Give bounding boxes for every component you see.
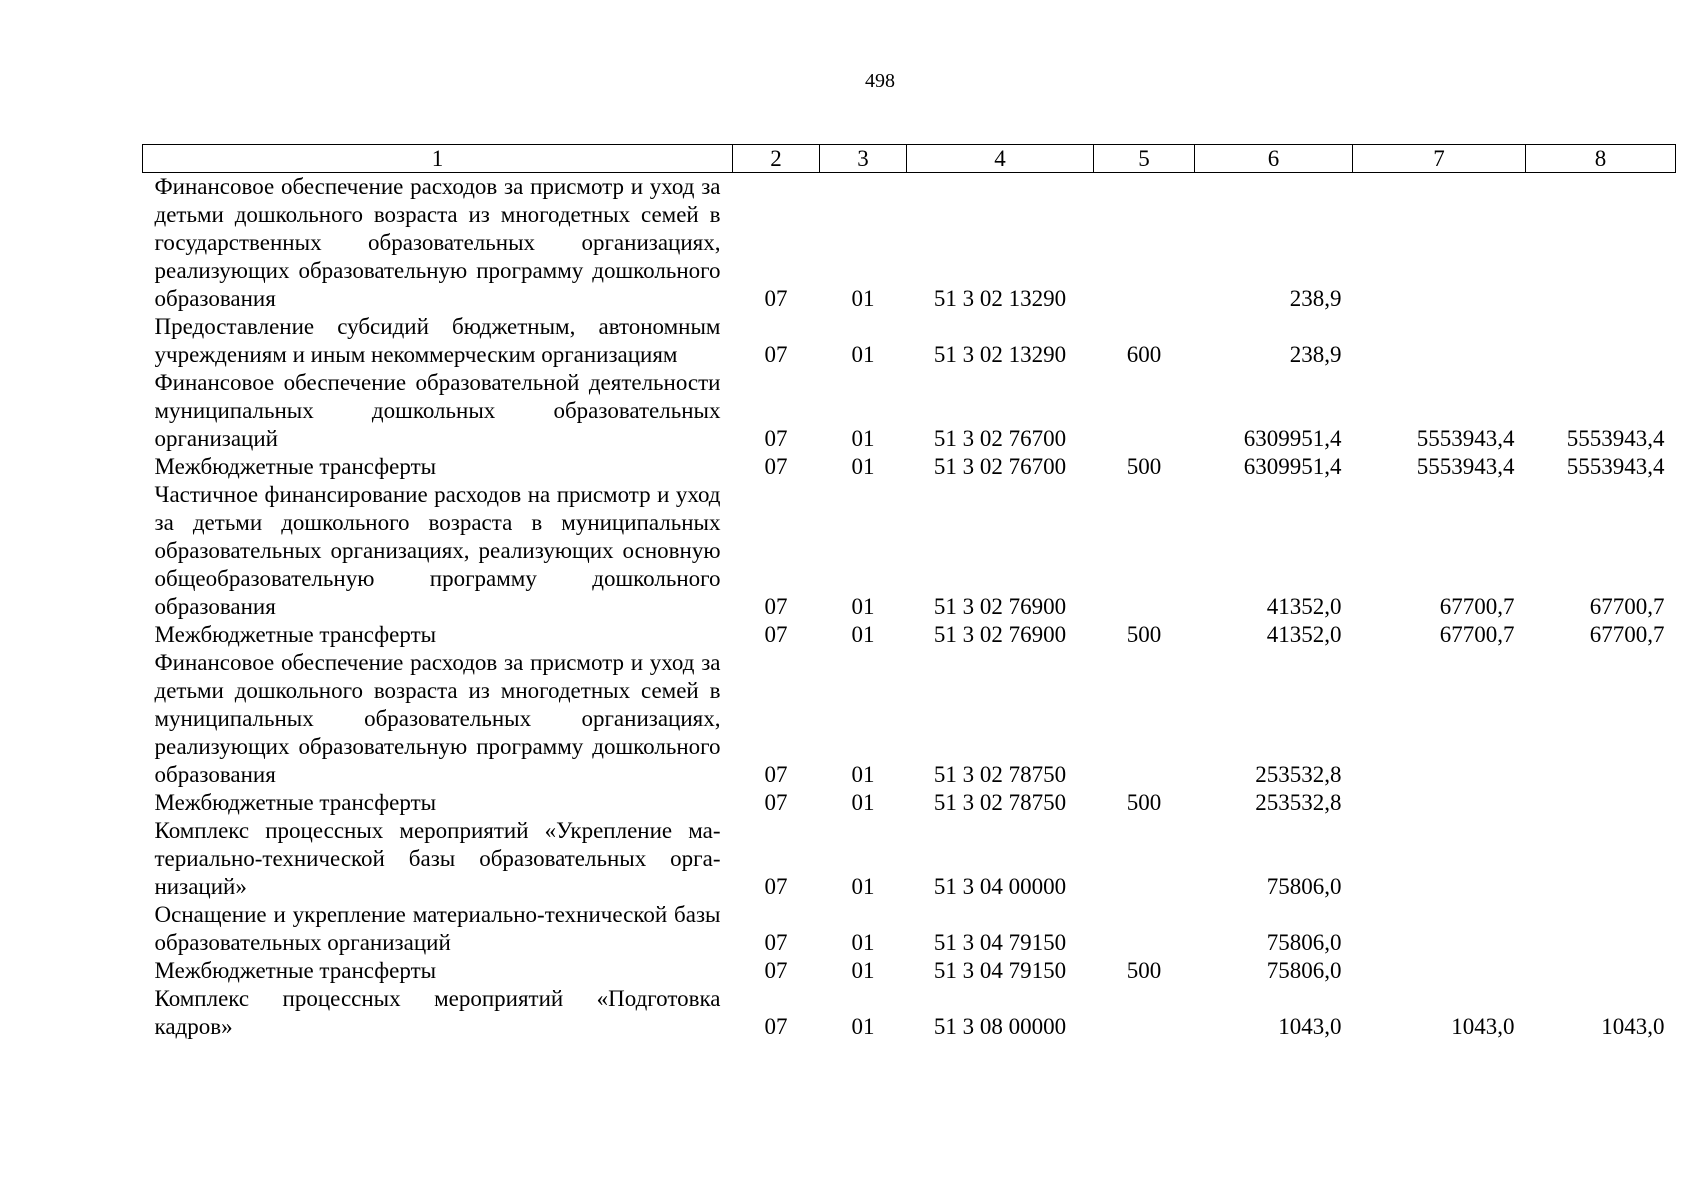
header-row <box>143 145 1676 173</box>
amount-year-3 <box>1526 901 1676 957</box>
amount-year-1: 6309951,4 <box>1243 426 1342 451</box>
amount-year-3: 67700,7 <box>1589 622 1665 647</box>
subsection-code: 01 <box>851 1014 875 1039</box>
target-article-code: 51 3 08 00000 <box>933 1014 1067 1039</box>
subsection-code: 01 <box>851 594 875 619</box>
table-row <box>143 481 1676 621</box>
section-code: 07 <box>764 762 788 787</box>
table-row <box>143 901 1676 957</box>
item-name: Межбюджетные трансферты <box>154 790 437 815</box>
amount-year-2: 5553943,4 <box>1416 426 1515 451</box>
subsection-code: 01 <box>851 286 875 311</box>
item-name: Финансовое обеспечение расходов за присмотр и уход за детьми дошкольного возраста из многодетных семей в государственных образовательных организациях, реализующих образовательную программу дошкольного образования <box>154 174 721 311</box>
amount-year-3 <box>1526 649 1676 789</box>
section-code: 07 <box>764 622 788 647</box>
table-row <box>143 817 1676 901</box>
section-code: 07 <box>764 930 788 955</box>
amount-year-3 <box>1526 817 1676 901</box>
budget-table <box>142 144 1676 1041</box>
table-row <box>143 621 1676 649</box>
amount-year-1: 238,9 <box>1289 342 1342 367</box>
section-code: 07 <box>764 1014 788 1039</box>
amount-year-2 <box>1353 789 1526 817</box>
amount-year-2: 5553943,4 <box>1416 454 1515 479</box>
item-name: Межбюджетные трансферты <box>154 454 437 479</box>
subsection-code: 01 <box>851 874 875 899</box>
amount-year-3 <box>1526 313 1676 369</box>
amount-year-3: 5553943,4 <box>1566 426 1665 451</box>
expense-type-code <box>1094 649 1195 789</box>
subsection-code: 01 <box>851 790 875 815</box>
expense-type-code: 500 <box>1126 454 1162 479</box>
expense-type-code: 600 <box>1126 342 1162 367</box>
column-header-2: 2 <box>733 145 820 173</box>
target-article-code: 51 3 04 79150 <box>933 958 1067 983</box>
amount-year-1: 253532,8 <box>1255 790 1342 815</box>
page-number: 498 <box>865 70 895 92</box>
amount-year-3 <box>1526 173 1676 314</box>
amount-year-2 <box>1353 173 1526 314</box>
amount-year-2: 67700,7 <box>1439 622 1515 647</box>
subsection-code: 01 <box>851 958 875 983</box>
item-name: Финансовое обеспечение образовательной деятельности муниципальных дошкольных образовательных организаций <box>154 370 721 451</box>
subsection-code: 01 <box>851 930 875 955</box>
amount-year-2 <box>1353 313 1526 369</box>
amount-year-3: 5553943,4 <box>1566 454 1665 479</box>
expense-type-code <box>1094 369 1195 453</box>
amount-year-2 <box>1353 817 1526 901</box>
target-article-code: 51 3 02 76700 <box>933 426 1067 451</box>
column-header-3: 3 <box>820 145 907 173</box>
target-article-code: 51 3 02 78750 <box>933 762 1067 787</box>
target-article-code: 51 3 02 78750 <box>933 790 1067 815</box>
column-header-7: 7 <box>1353 145 1526 173</box>
table-row <box>143 789 1676 817</box>
amount-year-1: 75806,0 <box>1266 930 1342 955</box>
subsection-code: 01 <box>851 454 875 479</box>
amount-year-1: 75806,0 <box>1266 874 1342 899</box>
amount-year-2 <box>1353 957 1526 985</box>
section-code: 07 <box>764 426 788 451</box>
section-code: 07 <box>764 958 788 983</box>
item-name: Оснащение и укрепление материально-технической базы образовательных организаций <box>154 902 721 955</box>
subsection-code: 01 <box>851 622 875 647</box>
expense-type-code: 500 <box>1126 958 1162 983</box>
subsection-code: 01 <box>851 342 875 367</box>
target-article-code: 51 3 02 76900 <box>933 622 1067 647</box>
item-name: Межбюджетные трансферты <box>154 622 437 647</box>
item-name: Комплекс процессных мероприятий «Подготовка кадров» <box>154 986 721 1039</box>
amount-year-3 <box>1526 789 1676 817</box>
target-article-code: 51 3 04 00000 <box>933 874 1067 899</box>
amount-year-2: 67700,7 <box>1439 594 1515 619</box>
amount-year-1: 75806,0 <box>1266 958 1342 983</box>
table-row <box>143 369 1676 453</box>
expense-type-code <box>1094 481 1195 621</box>
column-header-8: 8 <box>1526 145 1676 173</box>
target-article-code: 51 3 02 13290 <box>933 286 1067 311</box>
amount-year-1: 6309951,4 <box>1243 454 1342 479</box>
subsection-code: 01 <box>851 426 875 451</box>
section-code: 07 <box>764 454 788 479</box>
table-row <box>143 453 1676 481</box>
target-article-code: 51 3 02 76700 <box>933 454 1067 479</box>
amount-year-1: 253532,8 <box>1255 762 1342 787</box>
item-name: Комплекс процессных мероприятий «Укрепление материально-технической базы образовательных организаций» <box>154 818 721 899</box>
amount-year-3: 1043,0 <box>1601 1014 1665 1039</box>
amount-year-2: 1043,0 <box>1451 1014 1515 1039</box>
column-header-1: 1 <box>143 145 733 173</box>
section-code: 07 <box>764 790 788 815</box>
expense-type-code <box>1094 985 1195 1041</box>
amount-year-1: 41352,0 <box>1266 594 1342 619</box>
item-name: Межбюджетные трансферты <box>154 958 437 983</box>
column-header-4: 4 <box>907 145 1094 173</box>
column-header-6: 6 <box>1195 145 1353 173</box>
column-header-5: 5 <box>1094 145 1195 173</box>
section-code: 07 <box>764 286 788 311</box>
expense-type-code: 500 <box>1126 622 1162 647</box>
amount-year-1: 1043,0 <box>1278 1014 1342 1039</box>
section-code: 07 <box>764 874 788 899</box>
section-code: 07 <box>764 342 788 367</box>
table-row <box>143 985 1676 1041</box>
table-row <box>143 649 1676 789</box>
item-name: Предоставление субсидий бюджетным, автономным учреждениям и иным некоммерческим организациям <box>154 314 721 367</box>
amount-year-1: 238,9 <box>1289 286 1342 311</box>
amount-year-1: 41352,0 <box>1266 622 1342 647</box>
table-row <box>143 313 1676 369</box>
item-name: Финансовое обеспечение расходов за присмотр и уход за детьми дошкольного возраста из многодетных семей в муниципальных образовательных организациях, реализующих образовательную программу дошкольного образования <box>154 650 721 787</box>
target-article-code: 51 3 02 13290 <box>933 342 1067 367</box>
amount-year-3: 67700,7 <box>1589 594 1665 619</box>
target-article-code: 51 3 02 76900 <box>933 594 1067 619</box>
expense-type-code <box>1094 901 1195 957</box>
expense-type-code: 500 <box>1126 790 1162 815</box>
section-code: 07 <box>764 594 788 619</box>
table-row <box>143 957 1676 985</box>
table-row <box>143 173 1676 314</box>
target-article-code: 51 3 04 79150 <box>933 930 1067 955</box>
subsection-code: 01 <box>851 762 875 787</box>
item-name: Частичное финансирование расходов на присмотр и уход за детьми дошкольного возраста в муниципальных образовательных организациях, реализующих основную общеобразовательную программу дошкольного образования <box>154 482 721 619</box>
expense-type-code <box>1094 173 1195 314</box>
expense-type-code <box>1094 817 1195 901</box>
amount-year-2 <box>1353 901 1526 957</box>
amount-year-3 <box>1526 957 1676 985</box>
amount-year-2 <box>1353 649 1526 789</box>
